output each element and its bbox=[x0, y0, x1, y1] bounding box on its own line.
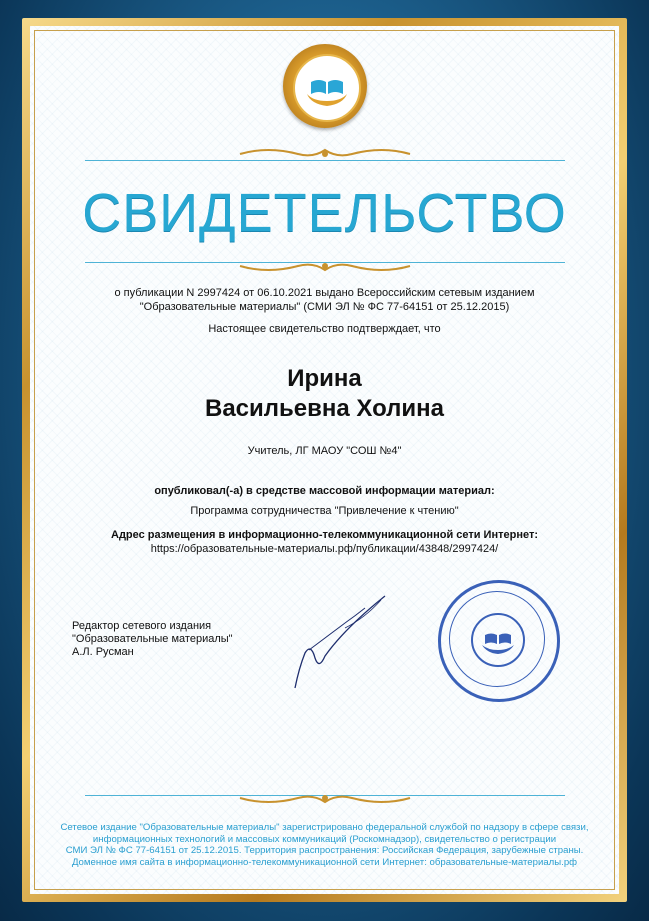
publication-line-2: "Образовательные материалы" (СМИ ЭЛ № ФС 77-64151 от 25.12.2015) bbox=[139, 301, 510, 313]
footer-line-3: СМИ ЭЛ № ФС 77-64151 от 25.12.2015. Территория распространения: Российская Федерация, зарубежные страны. bbox=[65, 845, 584, 856]
editor-block bbox=[72, 620, 233, 659]
address-label: Адрес размещения в информационно-телекоммуникационной сети Интернет: bbox=[111, 529, 538, 541]
editor-line-1: Редактор сетевого издания bbox=[72, 620, 212, 632]
confirm-text: Настоящее свидетельство подтверждает, что bbox=[208, 323, 441, 335]
recipient-position: Учитель, ЛГ МАОУ "СОШ №4" bbox=[247, 445, 402, 457]
ornament-divider-icon bbox=[238, 146, 412, 162]
signature bbox=[285, 588, 395, 698]
editor-line-2: "Образовательные материалы" bbox=[72, 633, 233, 645]
footer-line-4: Доменное имя сайта в информационно-телекоммуникационной сети Интернет: образовательные-материалы.рф bbox=[71, 856, 578, 868]
material-title: Программа сотрудничества "Привлечение к чтению" bbox=[190, 505, 459, 517]
footer-line-2: информационных технологий и массовых коммуникаций (Роскомнадзор), свидетельство о регистрации bbox=[92, 833, 557, 845]
round-seal bbox=[438, 580, 560, 702]
publication-line-1: о публикации N 2997424 от 06.10.2021 выдано Всероссийским сетевым изданием bbox=[114, 287, 535, 299]
ornament-divider-icon bbox=[238, 790, 412, 806]
book-hands-emblem-icon bbox=[283, 44, 367, 128]
ornament-divider-icon bbox=[238, 258, 412, 274]
published-label: опубликовал(-а) в средстве массовой информации материал: bbox=[154, 485, 495, 497]
recipient-first-name: Ирина bbox=[287, 365, 362, 392]
address-url: https://образовательные-материалы.рф/публикации/43848/2997424/ bbox=[150, 543, 499, 555]
registration-footer bbox=[40, 822, 609, 868]
recipient-full-name: Васильевна Холина bbox=[205, 395, 444, 422]
footer-line-1: Сетевое издание "Образовательные материалы" зарегистрировано федеральной службой по надзору в сфере связи, bbox=[60, 822, 589, 833]
certificate-title: СВИДЕТЕЛЬСТВО bbox=[82, 183, 567, 243]
editor-line-3: А.Л. Русман bbox=[72, 646, 134, 658]
